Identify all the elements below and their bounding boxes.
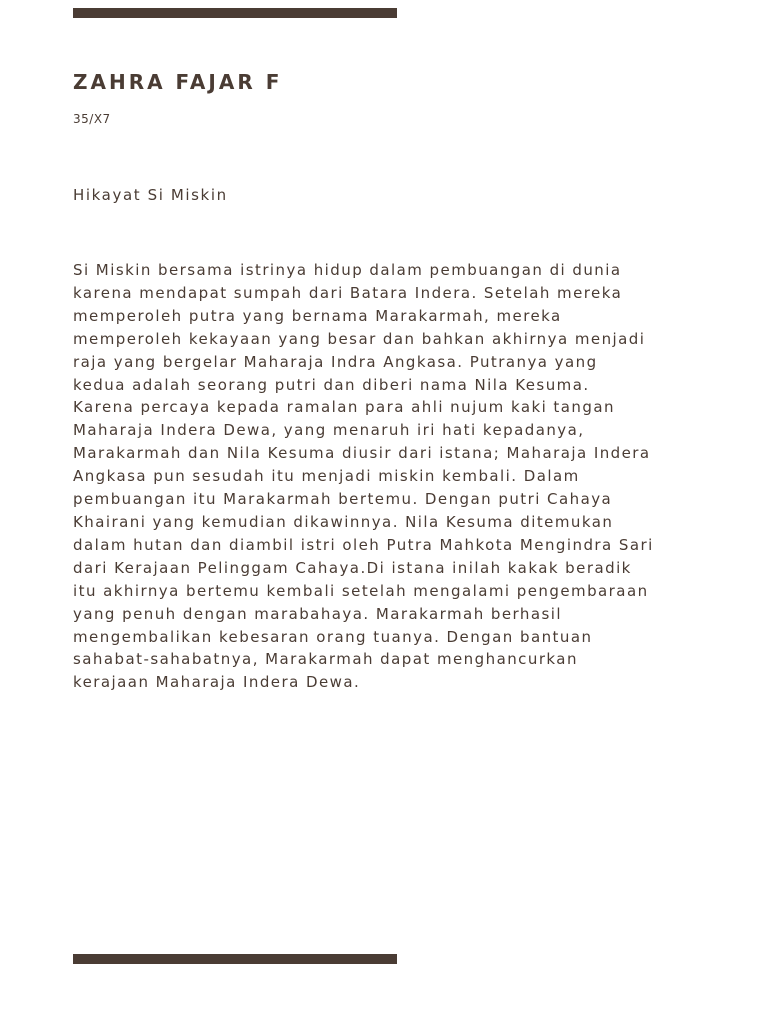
body-line: raja yang bergelar Maharaja Indra Angkasa. Putranya yang	[73, 352, 598, 371]
document-title: Hikayat Si Miskin	[73, 186, 228, 204]
body-line: Marakarmah dan Nila Kesuma diusir dari istana; Maharaja Indera	[73, 444, 651, 463]
top-decorative-bar	[73, 8, 397, 18]
class-code: 35/X7	[73, 112, 111, 126]
body-line: Angkasa pun sesudah itu menjadi miskin kembali. Dalam	[73, 467, 580, 486]
body-line: mengembalikan kebesaran orang tuanya. Dengan bantuan	[73, 627, 593, 646]
body-line: Khairani yang kemudian dikawinnya. Nila Kesuma ditemukan	[73, 512, 614, 531]
body-line: dalam hutan dan diambil istri oleh Putra Mahkota Mengindra Sari	[73, 535, 654, 554]
body-line: Karena percaya kepada ramalan para ahli nujum kaki tangan	[73, 398, 615, 417]
body-line: Si Miskin bersama istrinya hidup dalam pembuangan di dunia	[73, 261, 622, 279]
body-line: sahabat-sahabatnya, Marakarmah dapat menghancurkan	[73, 650, 578, 669]
body-line: memperoleh kekayaan yang besar dan bahkan akhirnya menjadi	[73, 329, 646, 348]
body-line: memperoleh putra yang bernama Marakarmah, mereka	[73, 306, 562, 325]
body-paragraph	[73, 259, 713, 694]
body-line: karena mendapat sumpah dari Batara Indera. Setelah mereka	[73, 283, 623, 302]
body-line: Maharaja Indera Dewa, yang menaruh iri hati kepadanya,	[73, 421, 585, 440]
body-line: dari Kerajaan Pelinggam Cahaya.Di istana inilah kakak beradik	[73, 558, 632, 577]
body-line: yang penuh dengan marabahaya. Marakarmah berhasil	[73, 604, 562, 623]
bottom-decorative-bar	[73, 954, 397, 964]
body-line: kedua adalah seorang putri dan diberi nama Nila Kesuma.	[73, 375, 590, 394]
body-line: kerajaan Maharaja Indera Dewa.	[73, 673, 361, 692]
author-name: ZAHRA FAJAR F	[73, 70, 283, 94]
body-line: itu akhirnya bertemu kembali setelah mengalami pengembaraan	[73, 581, 649, 600]
body-line: pembuangan itu Marakarmah bertemu. Dengan putri Cahaya	[73, 490, 613, 509]
